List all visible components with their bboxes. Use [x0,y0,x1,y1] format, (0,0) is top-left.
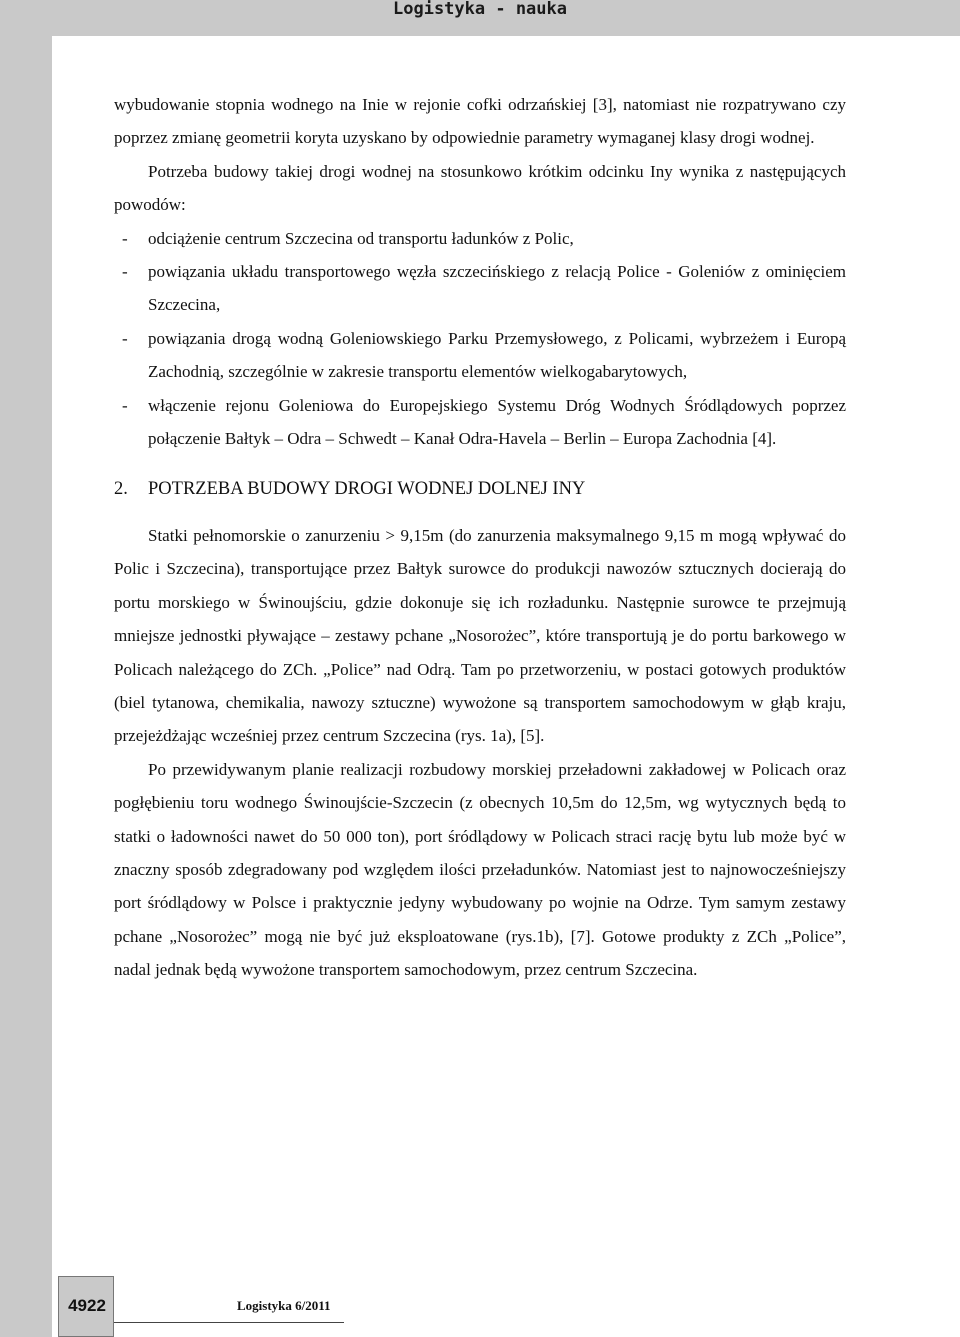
list-dash: - [122,328,128,348]
page-sheet [52,36,960,1337]
paragraph-3: Statki pełnomorskie o zanurzeniu > 9,15m (do zanurzenia maksymalnego 9,15 m mogą wpływać do Polic i Szczecina), transportujące przez Bałtyk surowce do produkcji nawozów sztucznych docierają do portu morskiego w Świnoujściu, gdzie dokonuje się ich rozładunku. Następnie surowce te przejmują mniejsze jednostki pływające – zestawy pchane „Nosorożec”, które transportują je do portu barkowego w Policach należącego do ZCh. „Police” nad Odrą. Tam po przetworzeniu, w postaci gotowych produktów (biel tytanowa, chemikalia, nawozy sztuczne) wywożone są transportem samochodowym w głąb kraju, przejeżdżając wcześniej przez centrum Szczecina (rys. 1a), [5]. [114,525,846,746]
paragraph-4: Po przewidywanym planie realizacji rozbudowy morskiej przeładowni zakładowej w Policach oraz pogłębieniu toru wodnego Świnoujście-Szczecin (z obecnych 10,5m do 12,5m, wg wytycznych będą to statki o ładowności nawet do 50 000 ton), port śródlądowy w Policach straci rację bytu lub może być w znaczny sposób zdegradowany pod względem ilości przeładunków. Natomiast jest to najnowocześniejszy port śródlądowy w Polsce i praktycznie jedyny wybudowany po wojnie na Odrze. Tym samym zestawy pchane „Nosorożec” mogą nie być już eksploatowane (rys.1b), [7]. Gotowe produkty z ZCh „Police”, nadal jednak będą wywożone transportem samochodowym, przez centrum Szczecina. [114,759,846,980]
header-title: Logistyka - nauka [393,0,567,19]
list-dash: - [122,262,128,282]
article-body [114,88,846,987]
footer-rule [114,1322,344,1323]
section-heading [114,473,846,506]
section-number: 2. [114,479,128,500]
list-item [114,222,846,255]
list-item [114,389,846,456]
running-header [0,0,960,36]
list-dash: - [122,395,128,415]
list-item [114,322,846,389]
list-item-text: odciążenie centrum Szczecina od transportu ładunków z Polic, [148,228,574,248]
paragraph-2: Potrzeba budowy takiej drogi wodnej na stosunkowo krótkim odcinku Iny wynika z następujących powodów: [114,161,846,215]
page-number: 4922 [68,1296,106,1315]
list-item [114,255,846,322]
list-item-text: włączenie rejonu Goleniowa do Europejskiego Systemu Dróg Wodnych Śródlądowych poprzez połączenie Bałtyk – Odra – Schwedt – Kanał Odra-Havela – Berlin – Europa Zachodnia [4]. [148,395,846,449]
list-dash: - [122,228,128,248]
paragraph-1: wybudowanie stopnia wodnego na Inie w rejonie cofki odrzańskiej [3], natomiast nie rozpatrywano czy poprzez zmianę geometrii koryta uzyskano by odpowiednie parametry wymaganej klasy drogi wodnej. [114,95,846,148]
page-number-box [58,1276,114,1337]
section-title: POTRZEBA BUDOWY DROGI WODNEJ DOLNEJ INY [148,479,586,500]
list-item-text: powiązania drogą wodną Goleniowskiego Parku Przemysłowego, z Policami, wybrzeżem i Europą Zachodnią, szczególnie w zakresie transportu elementów wielkogabarytowych, [148,328,846,382]
reasons-list [114,222,846,456]
journal-issue: Logistyka 6/2011 [237,1298,331,1313]
list-item-text: powiązania układu transportowego węzła szczecińskiego z relacją Police - Goleniów z ominięciem Szczecina, [148,262,846,315]
